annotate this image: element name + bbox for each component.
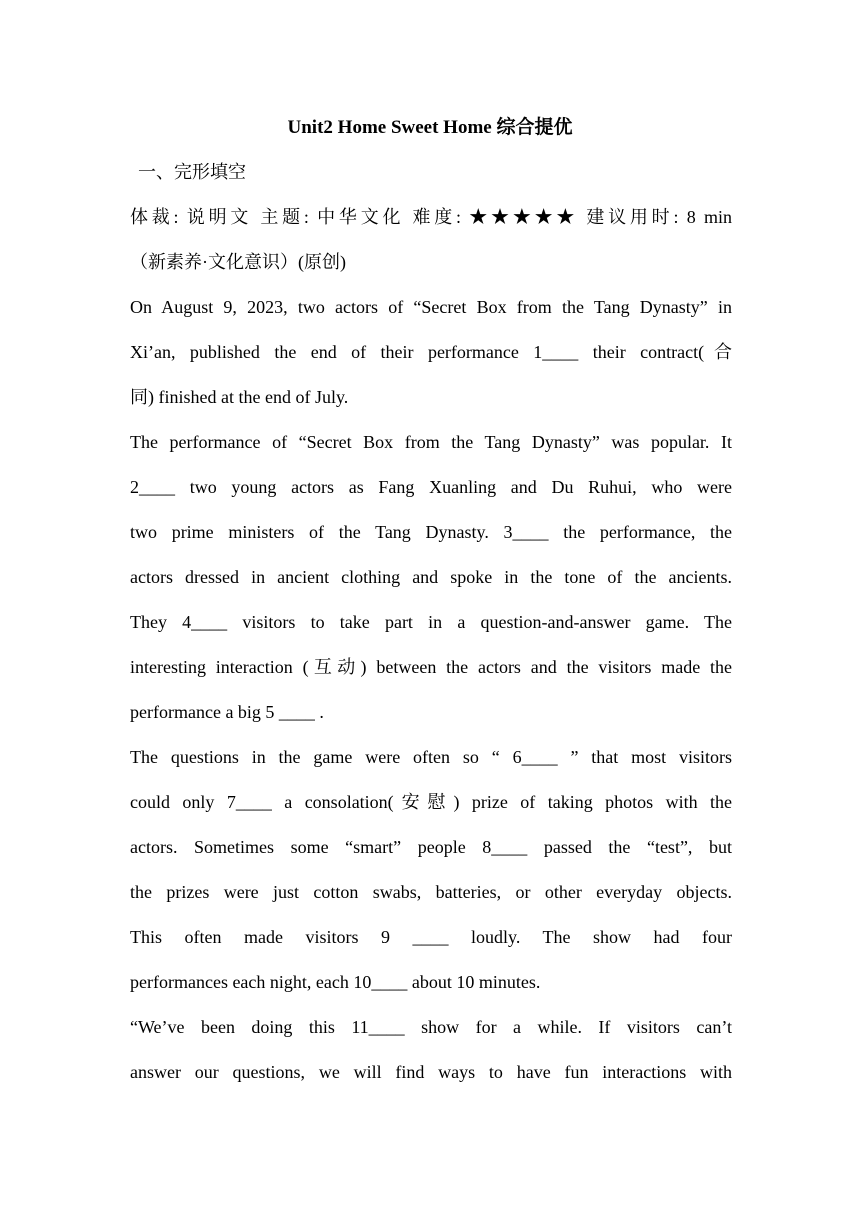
passage-line: The performance of “Secret Box from the Tang Dynasty” was popular. It	[130, 432, 732, 452]
passage-line: 2____ two young actors as Fang Xuanling and Du Ruhui, who were	[130, 477, 732, 497]
passage-line: Xi’an, published the end of their performance 1____ their contract(合	[130, 342, 732, 362]
passage-line: They 4____ visitors to take part in a question-and-answer game. The	[130, 612, 732, 632]
document-title: Unit2 Home Sweet Home 综合提优	[287, 117, 573, 138]
passage-line: The questions in the game were often so “ 6____ ” that most visitors	[130, 747, 732, 767]
passage-line: This often made visitors 9 ____ loudly. The show had four	[130, 927, 732, 947]
passage-line: 同) finished at the end of July.	[130, 387, 349, 407]
passage-line: actors. Sometimes some “smart” people 8____ passed the “test”, but	[130, 837, 732, 857]
passage-line: two prime ministers of the Tang Dynasty. 3____ the performance, the	[130, 522, 732, 542]
passage-line: could only 7____ a consolation(安慰) prize of taking photos with the	[130, 792, 732, 812]
section-heading: 一、完形填空	[138, 162, 246, 182]
passage-line: interesting interaction (互动) between the actors and the visitors made the	[130, 657, 732, 677]
passage-line: On August 9, 2023, two actors of “Secret Box from the Tang Dynasty” in	[130, 297, 732, 317]
passage-line: actors dressed in ancient clothing and spoke in the tone of the ancients.	[130, 567, 732, 587]
passage-line: the prizes were just cotton swabs, batteries, or other everyday objects.	[130, 882, 732, 902]
meta-line: 体裁: 说明文 主题: 中华文化 难度: ★★★★★ 建议用时: 8 min	[130, 207, 732, 227]
passage-line: answer our questions, we will find ways to have fun interactions with	[130, 1062, 732, 1082]
passage-line: “We’ve been doing this 11____ show for a while. If visitors can’t	[130, 1017, 732, 1037]
source-line: （新素养·文化意识）(原创)	[130, 252, 346, 272]
passage-line: performances each night, each 10____ about 10 minutes.	[130, 972, 541, 992]
passage-line: performance a big 5 ____ .	[130, 702, 324, 722]
